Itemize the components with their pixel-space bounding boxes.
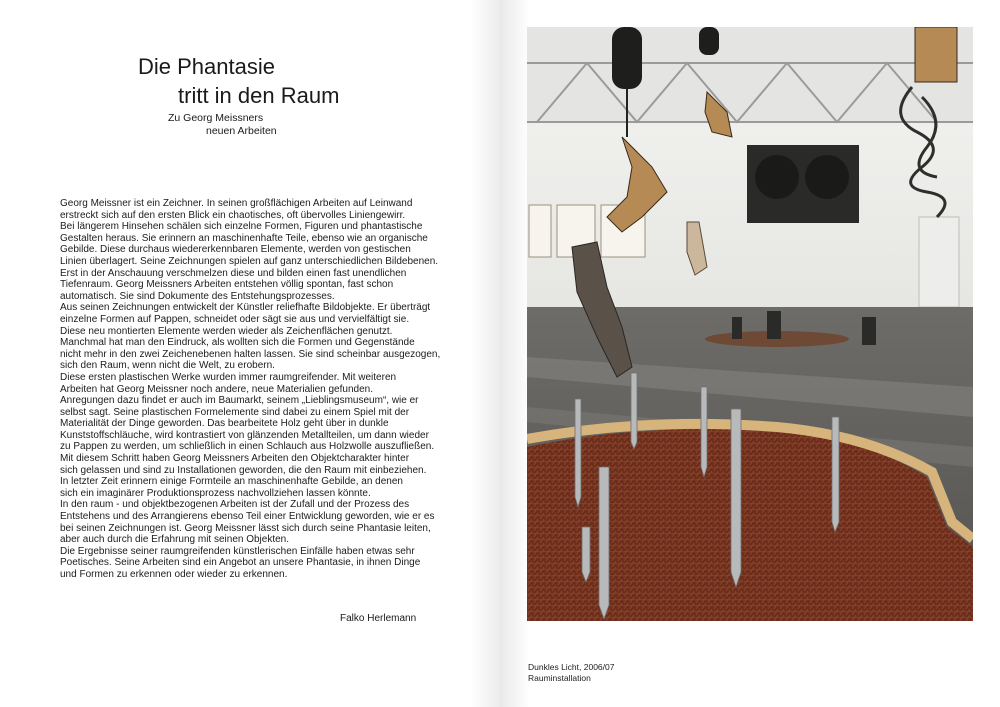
- body-line: selbst sagt. Seine plastischen Formelemente sind dabei zu einem Spiel mit der: [60, 406, 410, 418]
- body-line: In letzter Zeit erinnern einige Formteile an maschinenhafte Gebilde, an denen: [60, 476, 403, 488]
- body-line: sich gelassen und sind zu Installationen geworden, die den Raum mit einbeziehen.: [60, 464, 427, 476]
- body-line: bei seinen Zeichnungen ist. Georg Meissner lässt sich durch seine Phantasie leiten,: [60, 522, 431, 534]
- body-line: sich ein imaginärer Produktionsprozess nachvollziehen lassen könnte.: [60, 487, 371, 499]
- body-line: aber auch durch die Erfahrung mit seinen Objekten.: [60, 534, 290, 546]
- wall-frame-1: [529, 205, 551, 257]
- hanging-weight-1: [612, 27, 642, 89]
- body-line: Manchmal hat man den Eindruck, als wollten sich die Formen und Gegenstände: [60, 337, 415, 349]
- body-line: einzelne Formen auf Pappen, schneidet oder sägt sie aus und vervielfältigt sie.: [60, 313, 410, 325]
- body-line: Kunststoffschläuche, wird kontrastiert von glänzenden Metallteilen, um dann wieder: [60, 429, 429, 441]
- body-line: Poetisches. Seine Arbeiten sind ein Angebot an unsere Phantasie, in ihnen Dinge: [60, 557, 421, 569]
- installation-photo: [527, 27, 973, 621]
- author-name: Falko Herlemann: [340, 613, 417, 624]
- body-line: Mit diesem Schritt haben Georg Meissners Arbeiten den Objektcharakter hinter: [60, 453, 410, 465]
- body-line: Georg Meissner ist ein Zeichner. In seinen großflächigen Arbeiten auf Leinwand: [60, 198, 413, 209]
- title-line-1: Die Phantasie: [138, 54, 275, 79]
- body-line: erstreckt sich auf den ersten Blick ein chaotisches, oft übervolles Liniengewirr.: [60, 209, 406, 221]
- body-line: Aus seinen Zeichnungen entwickelt der Künstler reliefhafte Bildobjekte. Er überträgt: [60, 302, 431, 314]
- body-line: Materialität der Dinge geworden. Das bearbeitete Holz geht über in dunkle: [60, 418, 389, 430]
- body-line: automatisch. Sie sind Dokumente des Entstehungsprozesses.: [60, 290, 335, 302]
- article-body: [60, 198, 460, 581]
- body-line: nicht mehr in den zwei Zeichenebenen halten lassen. Sie sind scheinbar ausgezogen,: [60, 348, 441, 360]
- body-line: Diese neu montierten Elemente werden wieder als Zeichenflächen genutzt.: [60, 325, 393, 337]
- body-line: Diese ersten plastischen Werke wurden immer raumgreifender. Mit weiteren: [60, 371, 397, 383]
- body-line: Linien überlagert. Seine Zeichnungen spielen auf ganz unterschiedlichen Bildebenen.: [60, 255, 439, 267]
- body-line: sich den Raum, wenn nicht die Welt, zu erobern.: [60, 360, 275, 372]
- body-line: Arbeiten hat Georg Meissner noch andere, neue Materialien gefunden.: [60, 383, 373, 395]
- body-line: Die Ergebnisse seiner raumgreifenden künstlerischen Einfälle haben etwas sehr: [60, 545, 415, 557]
- body-line: zu Pappen zu werden, um schließlich in einen Schlauch aus Holzwolle auszufließen.: [60, 441, 435, 453]
- hanging-weight-2: [699, 27, 719, 55]
- body-line: Bei längerem Hinsehen schälen sich einzelne Formen, Figuren und phantastische: [60, 221, 423, 233]
- caption-medium: Rauminstallation: [528, 673, 591, 683]
- body-line: Erst in der Anschauung verschmelzen diese und bilden einen fast unendlichen: [60, 267, 407, 279]
- body-line: Gestalten heraus. Sie erinnern an maschinenhafte Teile, ebenso wie an organische: [60, 232, 428, 244]
- installation-photo-drawing: [527, 27, 973, 621]
- body-line: Entstehens und des Arrangierens ebenso Teil einer Entwicklung geworden, wie er es: [60, 511, 435, 523]
- body-line: Gebilde. Diese durchaus wiedererkennbaren Elemente, werden von gestischen: [60, 244, 411, 256]
- article-subtitle: [168, 112, 277, 138]
- photo-caption: [528, 662, 614, 684]
- subtitle-line-1: Zu Georg Meissners: [168, 112, 264, 124]
- hanging-wood-block: [915, 27, 957, 82]
- caption-title: Dunkles Licht, 2006/07: [528, 662, 615, 672]
- body-line: Tiefenraum. Georg Meissners Arbeiten entstehen völlig spontan, fast schon: [60, 279, 394, 291]
- body-line: und Formen zu erkennen oder wieder zu erkennen.: [60, 569, 288, 580]
- body-line: Anregungen dazu findet er auch im Baumarkt, seinem „Lieblingsmuseum“, wie er: [60, 395, 419, 407]
- title-line-2: tritt in den Raum: [178, 83, 340, 108]
- body-line: In den raum - und objektbezogenen Arbeiten ist der Zufall und der Prozess des: [60, 499, 410, 511]
- subtitle-line-2: neuen Arbeiten: [206, 125, 277, 137]
- hall-door: [919, 217, 959, 307]
- article-title: [138, 52, 339, 110]
